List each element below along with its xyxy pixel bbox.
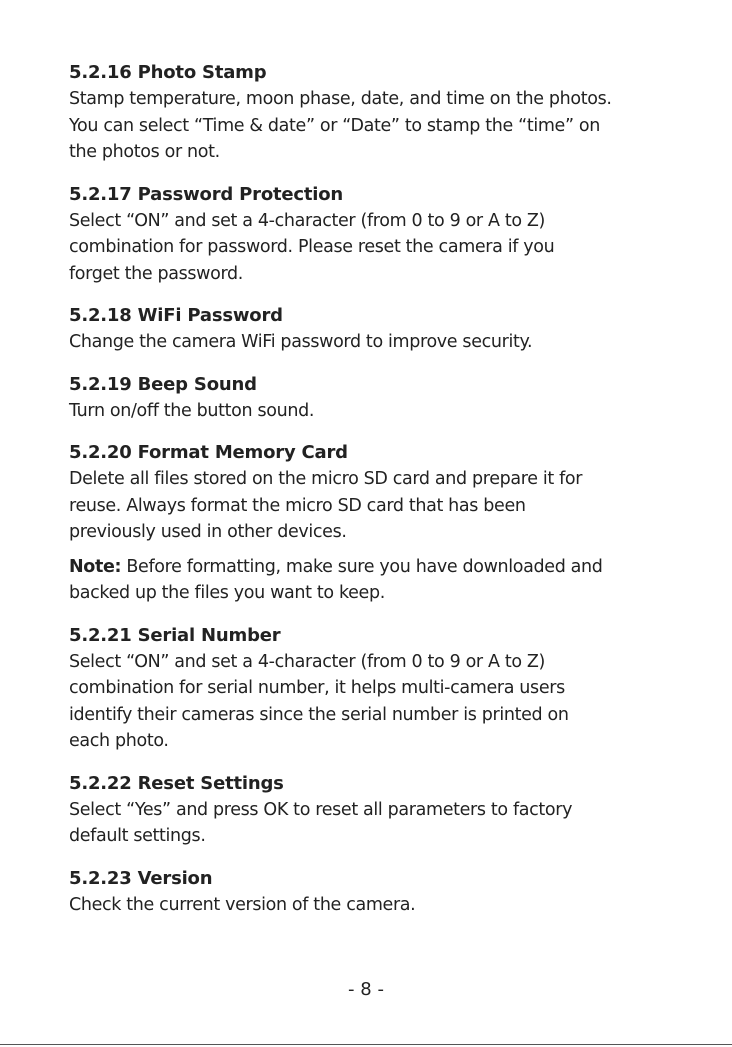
manual-page-content <box>69 60 709 934</box>
body-line: identify their cameras since the serial number is printed on <box>69 704 569 725</box>
section-heading: 5.2.19 Beep Sound <box>69 373 257 395</box>
body-line: Select “ON” and set a 4-character (from 0 to 9 or A to Z) <box>69 651 546 672</box>
body-line: Stamp temperature, moon phase, date, and time on the photos. <box>69 89 612 109</box>
section-serial-number <box>69 623 709 755</box>
body-line: Select “ON” and set a 4-character (from 0 to 9 or A to Z) <box>69 210 546 231</box>
section-body <box>69 208 709 288</box>
section-reset-settings <box>69 771 709 850</box>
section-heading: 5.2.18 WiFi Password <box>69 305 283 326</box>
section-body <box>69 797 709 850</box>
section-body <box>69 892 709 919</box>
section-heading: 5.2.17 Password Protection <box>69 183 344 205</box>
body-line: each photo. <box>69 731 169 751</box>
section-heading: 5.2.22 Reset Settings <box>69 772 284 794</box>
body-line: forget the password. <box>69 263 243 284</box>
section-photo-stamp <box>69 60 709 166</box>
section-body <box>69 329 709 356</box>
section-beep-sound <box>69 372 709 425</box>
section-body <box>69 398 709 425</box>
body-line: reuse. Always format the micro SD card that has been <box>69 495 526 516</box>
body-line: default settings. <box>69 826 206 846</box>
note-line: backed up the files you want to keep. <box>69 583 385 603</box>
body-line: Check the current version of the camera. <box>69 894 416 915</box>
section-heading: 5.2.21 Serial Number <box>69 624 281 646</box>
section-body <box>69 466 709 546</box>
body-line: Change the camera WiFi password to improve security. <box>69 332 533 352</box>
body-line: You can select “Time & date” or “Date” to stamp the “time” on <box>69 115 601 136</box>
body-line: previously used in other devices. <box>69 522 347 542</box>
bottom-divider <box>0 1044 732 1045</box>
section-heading: 5.2.20 Format Memory Card <box>69 442 348 463</box>
section-version <box>69 866 709 919</box>
body-line: combination for password. Please reset the camera if you <box>69 237 555 257</box>
body-line: combination for serial number, it helps multi-camera users <box>69 678 565 698</box>
note-label: Note: <box>69 556 122 577</box>
body-line: the photos or not. <box>69 142 220 162</box>
section-heading: 5.2.23 Version <box>69 867 213 889</box>
note-line: Before formatting, make sure you have downloaded and <box>121 556 603 577</box>
section-body <box>69 86 709 166</box>
section-body <box>69 649 709 755</box>
section-password-protection <box>69 182 709 288</box>
body-line: Turn on/off the button sound. <box>69 400 315 421</box>
section-wifi-password <box>69 303 709 356</box>
page-number: - 8 - <box>348 979 384 1000</box>
section-heading: 5.2.16 Photo Stamp <box>69 62 267 83</box>
body-line: Select “Yes” and press OK to reset all parameters to factory <box>69 799 573 820</box>
body-line: Delete all files stored on the micro SD card and prepare it for <box>69 469 583 489</box>
format-note <box>69 554 709 607</box>
section-format-memory-card <box>69 440 709 607</box>
